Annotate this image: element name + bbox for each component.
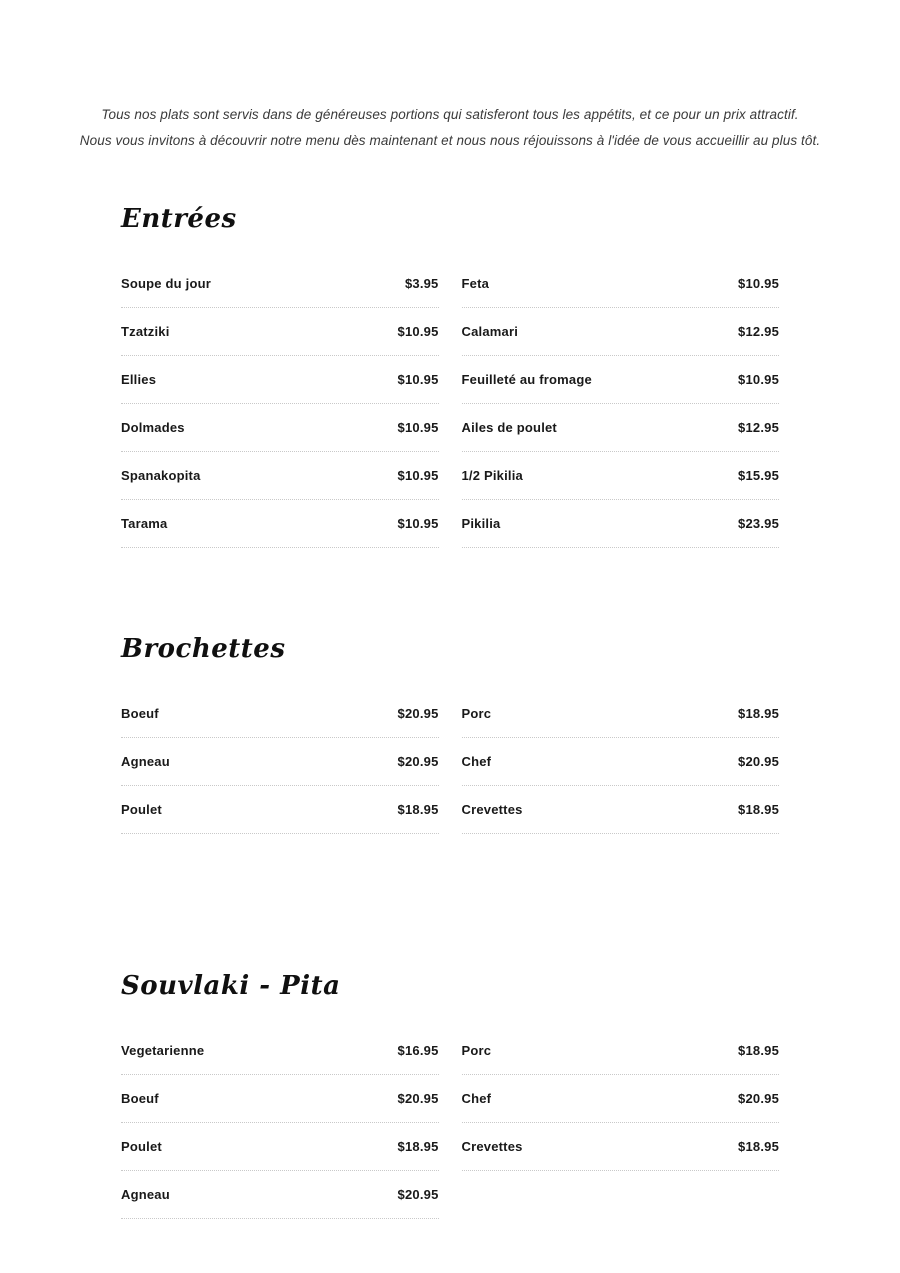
section-title: Souvlaki - Pita — [121, 971, 341, 1001]
menu-grid — [121, 1027, 779, 1219]
menu-item-name: Poulet — [121, 802, 162, 817]
menu-item-price: $18.95 — [397, 1139, 439, 1154]
menu-item-name: Porc — [461, 706, 492, 721]
menu-item-row — [121, 260, 439, 308]
menu-item-price: $18.95 — [738, 1043, 779, 1058]
menu-item-row — [121, 1123, 439, 1171]
menu-item-name: Vegetarienne — [121, 1043, 205, 1058]
menu-item-name: Tarama — [121, 516, 168, 531]
menu-item-row — [462, 452, 780, 500]
menu-item-row — [462, 308, 780, 356]
menu-item-price: $18.95 — [397, 802, 439, 817]
section-title: Entrées — [121, 204, 237, 234]
menu-item-row — [462, 786, 780, 834]
menu-item-name: Ellies — [121, 372, 157, 387]
menu-item-price: $18.95 — [738, 1139, 779, 1154]
menu-item-price: $10.95 — [738, 276, 779, 291]
menu-item-row — [462, 690, 780, 738]
menu-item-name: Boeuf — [121, 1091, 159, 1106]
menu-item-price: $20.95 — [738, 1091, 779, 1106]
menu-item-row — [462, 500, 780, 548]
menu-column-right — [462, 1027, 780, 1171]
menu-item-price: $3.95 — [404, 276, 439, 291]
menu-item-row — [462, 356, 780, 404]
menu-item-name: Boeuf — [121, 706, 159, 721]
menu-column-left — [121, 690, 439, 834]
menu-section — [121, 204, 779, 548]
menu-grid — [121, 690, 779, 834]
menu-item-name: Dolmades — [121, 420, 185, 435]
menu-item-row — [121, 1075, 439, 1123]
menu-item-row — [462, 1123, 780, 1171]
menu-item-row — [462, 1027, 780, 1075]
menu-item-name: Feuilleté au fromage — [461, 372, 592, 387]
menu-item-row — [121, 690, 439, 738]
menu-item-row — [121, 786, 439, 834]
menu-item-price: $20.95 — [397, 1091, 439, 1106]
menu-item-price: $10.95 — [397, 324, 439, 339]
menu-item-price: $10.95 — [397, 420, 439, 435]
menu-section — [121, 971, 779, 1219]
menu-item-name: Agneau — [121, 754, 170, 769]
menu-item-name: Crevettes — [461, 802, 523, 817]
menu-column-left — [121, 1027, 439, 1219]
menu-item-name: Crevettes — [461, 1139, 523, 1154]
menu-item-row — [121, 738, 439, 786]
menu-item-price: $10.95 — [397, 516, 439, 531]
menu-column-left — [121, 260, 439, 548]
menu-item-row — [121, 308, 439, 356]
menu-item-name: 1/2 Pikilia — [461, 468, 523, 483]
menu-item-price: $10.95 — [738, 372, 779, 387]
menu-item-price: $20.95 — [397, 706, 439, 721]
menu-item-name: Pikilia — [461, 516, 501, 531]
menu-item-row — [462, 1075, 780, 1123]
menu-item-row — [121, 452, 439, 500]
intro-line-1: Tous nos plats sont servis dans de généreuses portions qui satisferont tous les appétits, et ce pour un prix attractif. — [101, 107, 799, 122]
menu-item-name: Poulet — [121, 1139, 162, 1154]
menu-item-name: Ailes de poulet — [461, 420, 557, 435]
menu-item-price: $10.95 — [397, 468, 439, 483]
menu-item-row — [462, 738, 780, 786]
menu-item-price: $12.95 — [738, 324, 779, 339]
menu-column-right — [462, 690, 780, 834]
menu-grid — [121, 260, 779, 548]
menu-item-row — [121, 1027, 439, 1075]
menu-item-price: $18.95 — [738, 802, 779, 817]
menu-column-right — [462, 260, 780, 548]
menu-item-name: Tzatziki — [121, 324, 170, 339]
menu-item-price: $10.95 — [397, 372, 439, 387]
menu-item-name: Chef — [461, 754, 492, 769]
menu-item-name: Calamari — [461, 324, 519, 339]
menu-item-name: Soupe du jour — [121, 276, 211, 291]
menu-section — [121, 634, 779, 834]
menu-item-name: Agneau — [121, 1187, 170, 1202]
intro-text — [0, 0, 900, 154]
menu-item-price: $12.95 — [738, 420, 779, 435]
menu-item-row — [121, 500, 439, 548]
menu-item-row — [121, 1171, 439, 1219]
menu-item-price: $18.95 — [738, 706, 779, 721]
menu-item-price: $20.95 — [738, 754, 779, 769]
menu-sections — [121, 204, 779, 1219]
menu-item-price: $15.95 — [738, 468, 779, 483]
menu-item-row — [462, 260, 780, 308]
menu-item-price: $16.95 — [397, 1043, 439, 1058]
menu-item-price: $20.95 — [397, 1187, 439, 1202]
section-title: Brochettes — [121, 634, 286, 664]
menu-item-row — [462, 404, 780, 452]
menu-item-name: Feta — [461, 276, 490, 291]
menu-item-row — [121, 356, 439, 404]
menu-item-name: Chef — [461, 1091, 492, 1106]
menu-item-name: Spanakopita — [121, 468, 201, 483]
intro-line-2: Nous vous invitons à découvrir notre menu dès maintenant et nous nous réjouissons à l'idée de vous accueillir au plus tôt. — [79, 133, 821, 148]
menu-item-row — [121, 404, 439, 452]
menu-item-price: $20.95 — [397, 754, 439, 769]
menu-item-name: Porc — [461, 1043, 492, 1058]
menu-item-price: $23.95 — [738, 516, 779, 531]
